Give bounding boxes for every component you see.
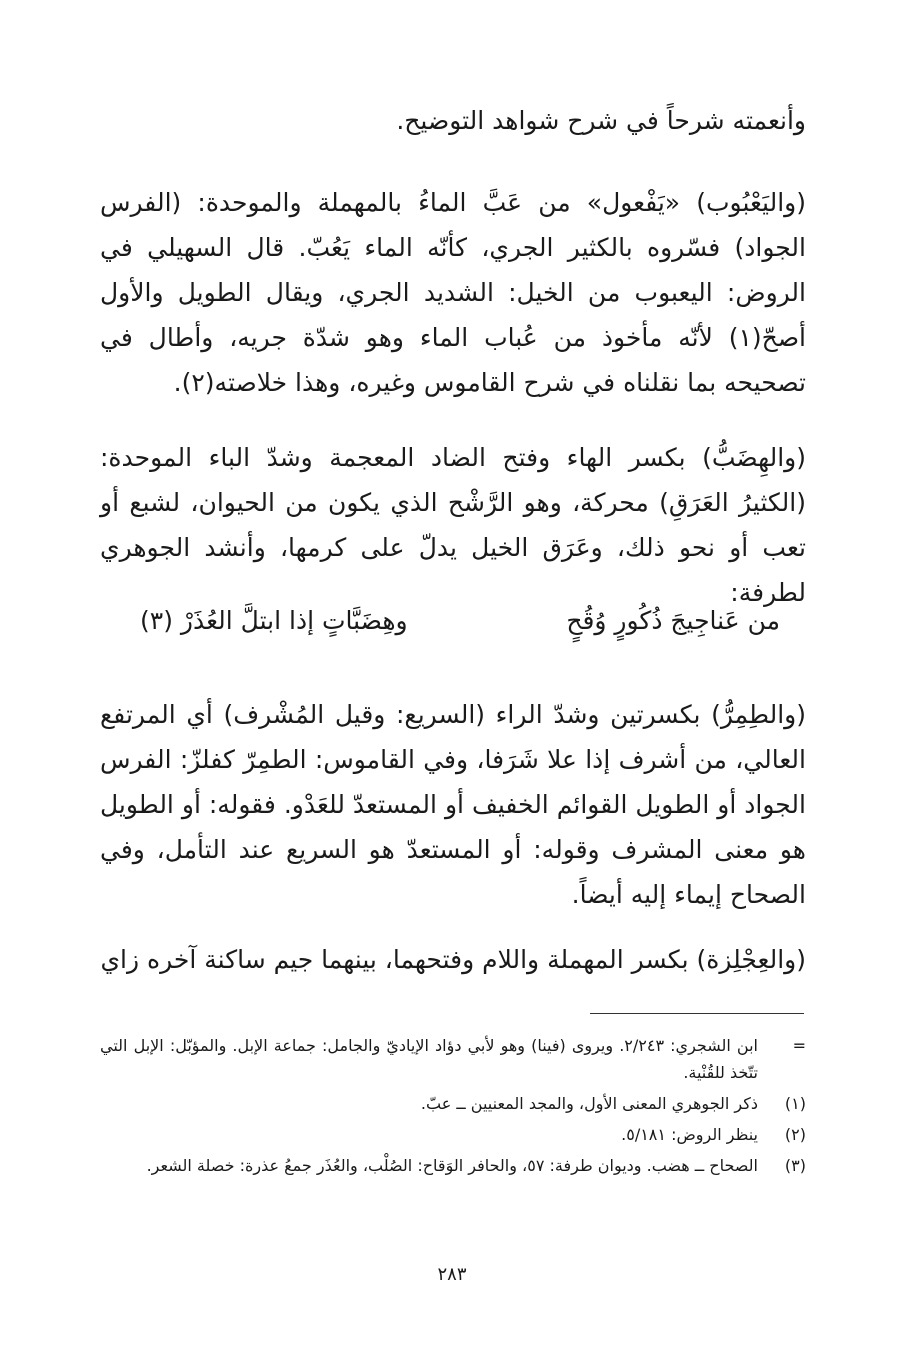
paragraph-text: (واليَعْبُوب) «يَفْعول» من عَبَّ الماءُ بالمهملة والموحدة: (الفرس الجواد) فسّروه بالكثير الجري، كأنّه الماء يَعُبّ. قال السهيلي في الروض: اليعبوب من الخيل: الشديد الجري، ويقال الطويل والأول أصحّ(١) لأنّه مأخوذ من عُباب الماء وهو شدّة جريه، وأطال في تصحيحه بما نقلناه في شرح القاموس وغيره، وهذا خلاصته(٢). — [100, 188, 806, 397]
footnote-text: ينظر الروض: ٥/١٨١. — [621, 1125, 758, 1144]
footnote-marker: = — [792, 1036, 806, 1055]
verse-first-hemistich: من عَناجِيجَ ذُكُورٍ وُقُحٍ — [566, 606, 780, 635]
footnote-text: الصحاح ــ هضب. وديوان طرفة: ٥٧، والحافر الوَقاح: الصُلْب، والعُذَر جمعُ عذرة: خصلة الشعر. — [146, 1156, 758, 1175]
body-paragraph — [100, 98, 806, 143]
verse-second-hemistich: وهِضَبَّاتٍ إذا ابتلَّ العُذَرْ (٣) — [140, 606, 408, 635]
paragraph-text: (والطِمِرُّ) بكسرتين وشدّ الراء (السريع: وقيل المُشْرف) أي المرتفع العالي، من أشرف إذا علا شَرَفا، وفي القاموس: الطمِرّ كفلزّ: الفرس الجواد أو الطويل القوائم الخفيف أو المستعدّ للعَدْو. فقوله: أو الطويل هو معنى المشرف وقوله: أو المستعدّ هو السريع عند التأمل، وفي الصحاح إيماء إليه أيضاً. — [100, 700, 806, 909]
footnote-marker: (٣) — [784, 1156, 806, 1175]
footnote-item — [100, 1090, 806, 1117]
footnote-item — [100, 1152, 806, 1179]
body-paragraph — [100, 435, 806, 615]
poetry-verse — [140, 598, 780, 643]
body-paragraph — [100, 692, 806, 917]
paragraph-text: (والعِجْلِزة) بكسر المهملة واللام وفتحهما، بينهما جيم ساكنة آخره زاي — [100, 945, 806, 974]
footnote-text: ذكر الجوهري المعنى الأول، والمجد المعنيين ــ عبّ. — [420, 1094, 758, 1113]
paragraph-text: وأنعمته شرحاً في شرح شواهد التوضيح. — [396, 106, 806, 135]
body-paragraph — [100, 180, 806, 405]
footnote-separator — [590, 1013, 804, 1014]
paragraph-text: (والهِضَبُّ) بكسر الهاء وفتح الضاد المعجمة وشدّ الباء الموحدة: (الكثيرُ العَرَقِ) محركة، وهو الرَّشْح الذي يكون من الحيوان، لشبع أو تعب أو نحو ذلك، وعَرَق الخيل يدلّ على كرمها، وأنشد الجوهري لطرفة: — [100, 443, 806, 607]
footnote-marker: (٢) — [784, 1125, 806, 1144]
body-paragraph — [100, 937, 806, 982]
footnote-marker: (١) — [784, 1094, 806, 1113]
footnote-item — [100, 1121, 806, 1148]
footnotes-section — [100, 1032, 806, 1183]
footnote-item — [100, 1032, 806, 1086]
footnote-text: ابن الشجري: ٢/٢٤٣. ويروى (فينا) وهو لأبي دؤاد الإياديّ والجامل: جماعة الإبل. والمؤبّل: الإبل التي تتّخذ للقُنْية. — [100, 1036, 758, 1082]
page-number: ٢٨٣ — [437, 1264, 467, 1285]
